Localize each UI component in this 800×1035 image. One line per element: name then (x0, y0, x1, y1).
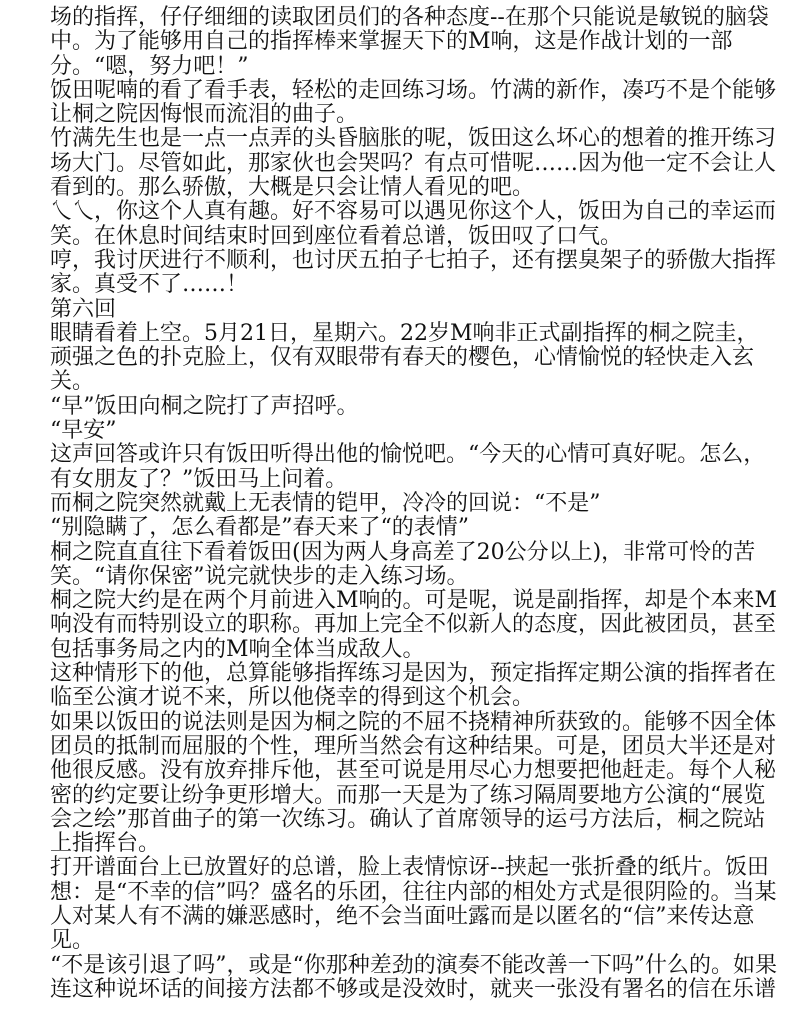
chapter-heading: 第六回 (50, 296, 117, 322)
paragraph: 哼，我讨厌进行不顺利，也讨厌五拍子七拍子，还有摆臭架子的骄傲大指挥家。真受不了……！ (50, 247, 777, 298)
paragraph: “别隐瞒了，怎么看都是”春天来了“的表情” (50, 515, 469, 541)
paragraph: 饭田呢喃的看了看手表，轻松的走回练习场。竹满的新作，凑巧不是个能够让桐之院因悔恨而流泪的曲子。 (50, 77, 777, 128)
paragraph: 桐之院直直往下看着饭田(因为两人身高差了20公分以上)，非常可怜的苦笑。“请你保密”说完就快步的走入练习场。 (50, 539, 756, 589)
paragraph: 乀乀，你这个人真有趣。好不容易可以遇见你这个人，饭田为自己的幸运而笑。在休息时间结束时回到座位看着总谱，饭田叹了口气。 (50, 199, 777, 249)
paragraph: 桐之院大约是在两个月前进入M响的。可是呢，说是副指挥，却是个本来M响没有而特别设立的职称。再加上完全不似新人的态度，因此被团员，甚至包括事务局之内的M响全体当成敌人。 (50, 588, 778, 662)
paragraph: 而桐之院突然就戴上无表情的铠甲，冷冷的回说：“不是” (50, 490, 601, 516)
paragraph: 场的指挥，仔仔细细的读取团员们的各种态度--在那个只能说是敏锐的脑袋中。为了能够用自己的指挥棒来掌握天下的M响，这是作战计划的一部分。“嗯，努力吧！” (50, 5, 769, 79)
paragraph: “早”饭田向桐之院打了声招呼。 (50, 393, 359, 419)
paragraph: 打开谱面台上已放置好的总谱，脸上表情惊讶--挟起一张折叠的纸片。饭田想：是“不幸的信”吗？盛名的乐团，往往内部的相处方式是很阴险的。当某人对某人有不满的嫌恶感时，绝不会当面吐露而是以匿名的“信”来传达意见。 (50, 855, 777, 954)
document-body (50, 6, 780, 1002)
paragraph: 如果以饭田的说法则是因为桐之院的不屈不挠精神所获致的。能够不因全体团员的抵制而屈服的个性，理所当然会有这种结果。可是，团员大半还是对他很反感。没有放弃排斥他，甚至可说是用尽心力想要把他赶走。每个人秘密的约定要让纷争更形增大。而那一天是为了练习隔周要地方公演的“展览会之绘”那首曲子的第一次练习。确认了首席领导的运弓方法后，桐之院站上指挥台。 (50, 709, 777, 857)
paragraph: “不是该引退了吗”，或是“你那种差劲的演奏不能改善一下吗”什么的。如果连这种说坏话的间接方法都不够或是没效时，就夹一张没有署名的信在乐谱 (50, 952, 777, 1002)
paragraph: 这声回答或许只有饭田听得出他的愉悦吧。“今天的心情可真好呢。怎么，有女朋友了？”饭田马上问着。 (50, 442, 766, 492)
paragraph: 竹满先生也是一点一点弄的头昏脑胀的呢，饭田这么坏心的想着的推开练习场大门。尽管如此，那家伙也会哭吗？有点可惜呢……因为他一定不会让人看到的。那么骄傲，大概是只会让情人看见的吧。 (50, 126, 777, 201)
paragraph: “早安” (50, 418, 117, 444)
paragraph: 这种情形下的他，总算能够指挥练习是因为，预定指挥定期公演的指挥者在临至公演才说不来，所以他侥幸的得到这个机会。 (50, 661, 777, 711)
paragraph: 眼睛看着上空。5月21日，星期六。22岁M响非正式副指挥的桐之院圭，顽强之色的扑克脸上，仅有双眼带有春天的樱色，心情愉悦的轻快走入玄关。 (50, 320, 759, 395)
